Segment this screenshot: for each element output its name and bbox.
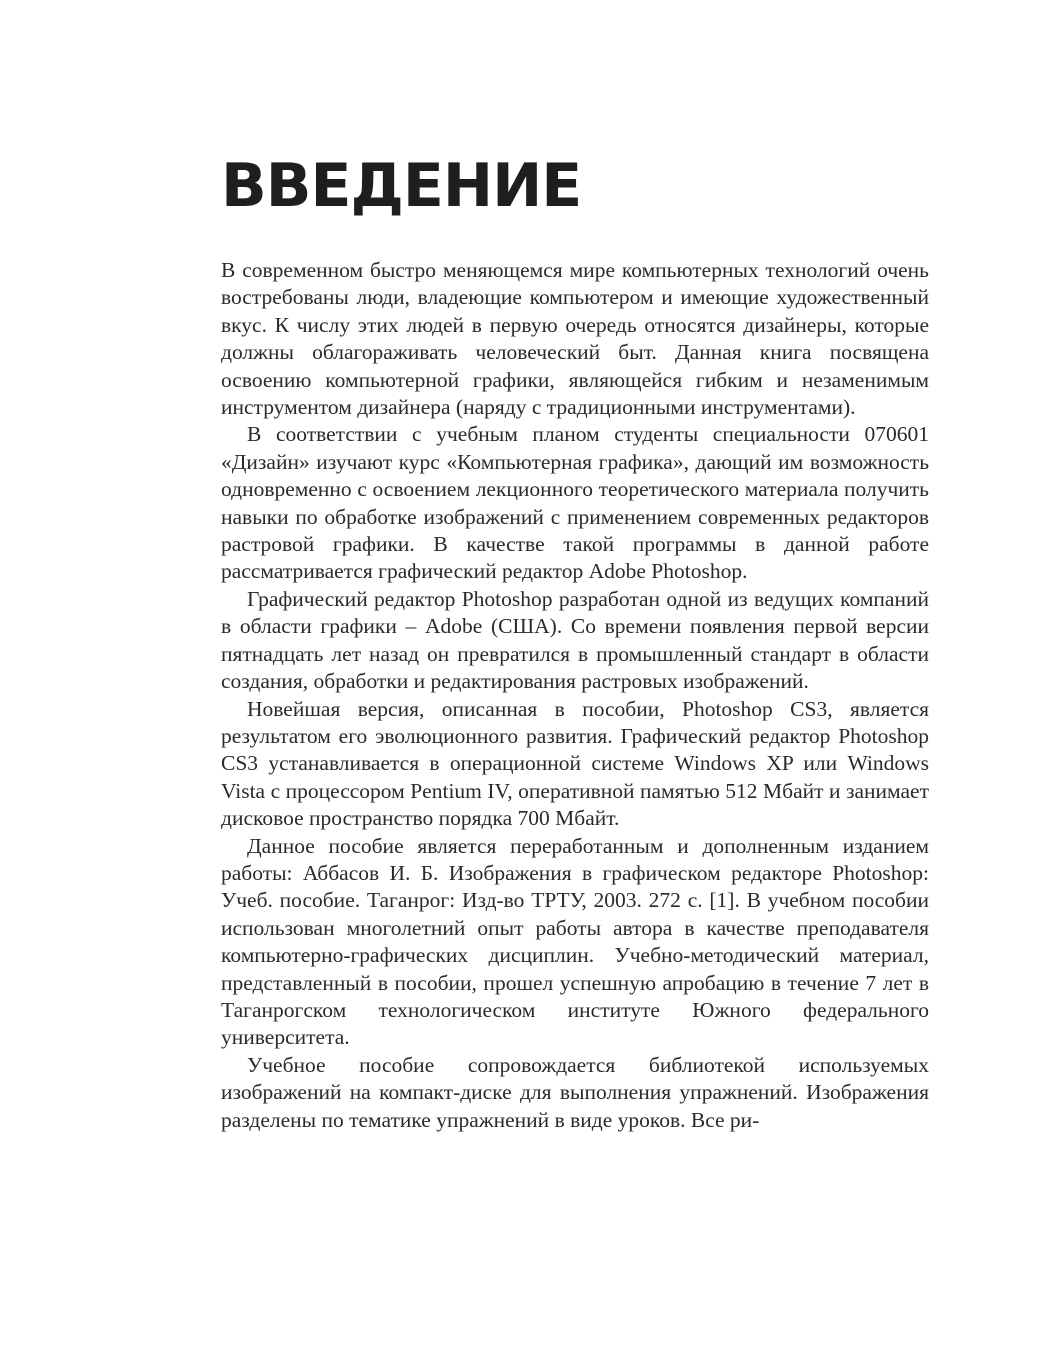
- paragraph-3: Графический редактор Photoshop разработан одной из ведущих компаний в области графики – Adobe (США). Со времени появления первой версии пятнадцать лет назад он превратился в промышленный стандарт в области создания, обработки и редактирования растровых изображений.: [221, 586, 929, 694]
- paragraph-6: Учебное пособие сопровождается библиотекой используемых изображений на компакт-диске для выполнения упражнений. Изображения разделены по тематике упражнений в виде уроков. Все ри-: [221, 1052, 929, 1132]
- paragraph-5: Данное пособие является переработанным и дополненным изданием работы: Аббасов И. Б. Изображения в графическом редакторе Photoshop: Учеб. пособие. Таганрог: Изд-во ТРТУ, 2003. 272 с. [1]. В учебном пособии использован многолетний опыт работы автора в качестве преподавателя компьютерно-графических дисциплин. Учебно-методический материал, представленный в пособии, прошел успешную апробацию в течение 7 лет в Таганрогском технологическом институте Южного федерального университета.: [221, 833, 929, 1050]
- paragraph-2: В соответствии с учебным планом студенты специальности 070601 «Дизайн» изучают курс «Компьютерная графика», дающий им возможность одновременно с освоением лекционного теоретического материала получить навыки по обработке изображений с применением современных редакторов растровой графики. В качестве такой программы в данной работе рассматривается графический редактор Adobe Photoshop.: [221, 422, 929, 584]
- paragraph-4: Новейшая версия, описанная в пособии, Photoshop CS3, является результатом его эволюционного развития. Графический редактор Photoshop CS3 устанавливается в операционной системе Windows XP или Windows Vista с процессором Pentium IV, оперативной памятью 512 Мбайт и занимает дисковое пространство порядка 700 Мбайт.: [221, 696, 929, 831]
- body-text: [221, 257, 929, 1134]
- chapter-title: ВВЕДЕНИЕ: [221, 151, 582, 221]
- paragraph-1: В современном быстро меняющемся мире компьютерных технологий очень востребованы люди, владеющие компьютером и имеющие художественный вкус. К числу этих людей в первую очередь относятся дизайнеры, которые должны облагораживать человеческий быт. Данная книга посвящена освоению компьютерной графики, являющейся гибким и незаменимым инструментом дизайнера (наряду с традиционными инструментами).: [221, 258, 929, 420]
